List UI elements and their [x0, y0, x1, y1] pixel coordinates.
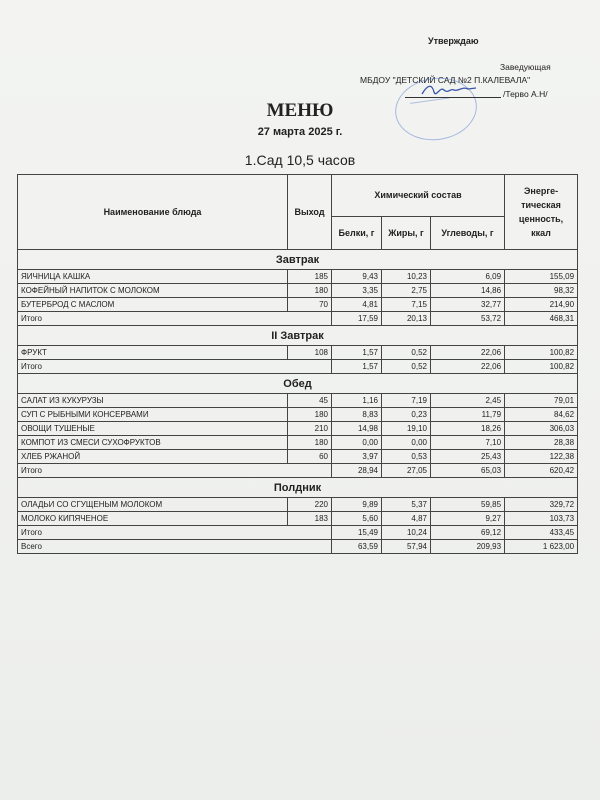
table-row: [18, 298, 578, 312]
yield-cell: 220: [288, 498, 332, 512]
section-header-row: [18, 250, 578, 270]
protein-cell: 8,83: [332, 408, 382, 422]
protein-cell: 1,16: [332, 394, 382, 408]
energy-cell: 103,73: [505, 512, 578, 526]
protein-cell: 14,98: [332, 422, 382, 436]
energy-cell: 84,62: [505, 408, 578, 422]
dish-name-cell: СУП С РЫБНЫМИ КОНСЕРВАМИ: [18, 408, 288, 422]
fat-cell: 10,23: [382, 270, 431, 284]
carbs-cell: 6,09: [431, 270, 505, 284]
protein-cell: 1,57: [332, 346, 382, 360]
approval-signer: /Терво А.Н/: [503, 89, 548, 99]
yield-cell: 183: [288, 512, 332, 526]
total-protein-cell: 17,59: [332, 312, 382, 326]
yield-cell: 210: [288, 422, 332, 436]
header-yield: Выход: [288, 175, 332, 250]
carbs-cell: 14,86: [431, 284, 505, 298]
total-label-cell: Итого: [18, 464, 332, 478]
table-row: [18, 270, 578, 284]
header-carbs: Углеводы, г: [431, 216, 505, 249]
energy-cell: 28,38: [505, 436, 578, 450]
dish-name-cell: КОМПОТ ИЗ СМЕСИ СУХОФРУКТОВ: [18, 436, 288, 450]
fat-cell: 7,15: [382, 298, 431, 312]
table-row: [18, 450, 578, 464]
total-row: [18, 360, 578, 374]
fat-cell: 0,53: [382, 450, 431, 464]
header-fat: Жиры, г: [382, 216, 431, 249]
dish-name-cell: ЯИЧНИЦА КАШКА: [18, 270, 288, 284]
total-row: [18, 312, 578, 326]
protein-cell: 9,43: [332, 270, 382, 284]
section-header-row: [18, 326, 578, 346]
carbs-cell: 9,27: [431, 512, 505, 526]
dish-name-cell: ФРУКТ: [18, 346, 288, 360]
table-row: [18, 346, 578, 360]
dish-name-cell: ОВОЩИ ТУШЕНЫЕ: [18, 422, 288, 436]
section-title: Обед: [18, 374, 578, 394]
dish-name-cell: БУТЕРБРОД С МАСЛОМ: [18, 298, 288, 312]
fat-cell: 2,75: [382, 284, 431, 298]
protein-cell: 5,60: [332, 512, 382, 526]
grand-total-fat-cell: 57,94: [382, 540, 431, 554]
energy-cell: 155,09: [505, 270, 578, 284]
protein-cell: 3,97: [332, 450, 382, 464]
dish-name-cell: САЛАТ ИЗ КУКУРУЗЫ: [18, 394, 288, 408]
fat-cell: 0,52: [382, 346, 431, 360]
carbs-cell: 11,79: [431, 408, 505, 422]
approval-role: Заведующая: [500, 62, 551, 72]
fat-cell: 4,87: [382, 512, 431, 526]
total-fat-cell: 0,52: [382, 360, 431, 374]
approval-organization: МБДОУ "ДЕТСКИЙ САД №2 П.КАЛЕВАЛА": [360, 75, 531, 85]
grand-total-row: [18, 540, 578, 554]
yield-cell: 45: [288, 394, 332, 408]
energy-cell: 214,90: [505, 298, 578, 312]
total-carbs-cell: 65,03: [431, 464, 505, 478]
yield-cell: 180: [288, 408, 332, 422]
total-label-cell: Итого: [18, 526, 332, 540]
yield-cell: 185: [288, 270, 332, 284]
energy-cell: 329,72: [505, 498, 578, 512]
grand-total-label-cell: Всего: [18, 540, 332, 554]
fat-cell: 7,19: [382, 394, 431, 408]
signature-line: [405, 97, 501, 98]
total-energy-cell: 433,45: [505, 526, 578, 540]
carbs-cell: 59,85: [431, 498, 505, 512]
fat-cell: 5,37: [382, 498, 431, 512]
header-chemical-composition: Химический состав: [332, 175, 505, 217]
fat-cell: 19,10: [382, 422, 431, 436]
section-header-row: [18, 478, 578, 498]
total-protein-cell: 1,57: [332, 360, 382, 374]
grand-total-carbs-cell: 209,93: [431, 540, 505, 554]
menu-date: 27 марта 2025 г.: [257, 126, 343, 138]
total-fat-cell: 10,24: [382, 526, 431, 540]
section-header-row: [18, 374, 578, 394]
header-dish: Наименование блюда: [18, 175, 288, 250]
protein-cell: 9,89: [332, 498, 382, 512]
grand-total-protein-cell: 63,59: [332, 540, 382, 554]
yield-cell: 180: [288, 436, 332, 450]
dish-name-cell: ОЛАДЬИ СО СГУЩЕНЫМ МОЛОКОМ: [18, 498, 288, 512]
dish-name-cell: МОЛОКО КИПЯЧЕНОЕ: [18, 512, 288, 526]
dish-name-cell: ХЛЕБ РЖАНОЙ: [18, 450, 288, 464]
total-label-cell: Итого: [18, 312, 332, 326]
fat-cell: 0,00: [382, 436, 431, 450]
table-row: [18, 512, 578, 526]
carbs-cell: 25,43: [431, 450, 505, 464]
carbs-cell: 2,45: [431, 394, 505, 408]
yield-cell: 108: [288, 346, 332, 360]
carbs-cell: 18,26: [431, 422, 505, 436]
carbs-cell: 22,06: [431, 346, 505, 360]
fat-cell: 0,23: [382, 408, 431, 422]
menu-table: [17, 174, 578, 554]
dish-name-cell: КОФЕЙНЫЙ НАПИТОК С МОЛОКОМ: [18, 284, 288, 298]
menu-group: 1.Сад 10,5 часов: [244, 152, 356, 168]
section-title: Завтрак: [18, 250, 578, 270]
total-energy-cell: 620,42: [505, 464, 578, 478]
table-row: [18, 408, 578, 422]
yield-cell: 70: [288, 298, 332, 312]
protein-cell: 0,00: [332, 436, 382, 450]
total-row: [18, 464, 578, 478]
page-title: МЕНЮ: [266, 100, 334, 121]
header-energy: Энерге-тическая ценность, ккал: [505, 175, 578, 250]
menu-table-body: [18, 250, 578, 554]
total-carbs-cell: 53,72: [431, 312, 505, 326]
section-title: Полдник: [18, 478, 578, 498]
header-protein: Белки, г: [332, 216, 382, 249]
total-energy-cell: 100,82: [505, 360, 578, 374]
grand-total-energy-cell: 1 623,00: [505, 540, 578, 554]
energy-cell: 122,38: [505, 450, 578, 464]
protein-cell: 4,81: [332, 298, 382, 312]
section-title: II Завтрак: [18, 326, 578, 346]
total-protein-cell: 15,49: [332, 526, 382, 540]
yield-cell: 180: [288, 284, 332, 298]
total-energy-cell: 468,31: [505, 312, 578, 326]
energy-cell: 100,82: [505, 346, 578, 360]
energy-cell: 79,01: [505, 394, 578, 408]
carbs-cell: 32,77: [431, 298, 505, 312]
carbs-cell: 7,10: [431, 436, 505, 450]
table-row: [18, 284, 578, 298]
yield-cell: 60: [288, 450, 332, 464]
total-row: [18, 526, 578, 540]
table-row: [18, 436, 578, 450]
total-fat-cell: 27,05: [382, 464, 431, 478]
protein-cell: 3,35: [332, 284, 382, 298]
approval-label: Утверждаю: [428, 36, 479, 46]
table-row: [18, 422, 578, 436]
table-row: [18, 394, 578, 408]
total-protein-cell: 28,94: [332, 464, 382, 478]
total-label-cell: Итого: [18, 360, 332, 374]
table-row: [18, 498, 578, 512]
total-carbs-cell: 22,06: [431, 360, 505, 374]
total-fat-cell: 20,13: [382, 312, 431, 326]
energy-cell: 98,32: [505, 284, 578, 298]
total-carbs-cell: 69,12: [431, 526, 505, 540]
energy-cell: 306,03: [505, 422, 578, 436]
